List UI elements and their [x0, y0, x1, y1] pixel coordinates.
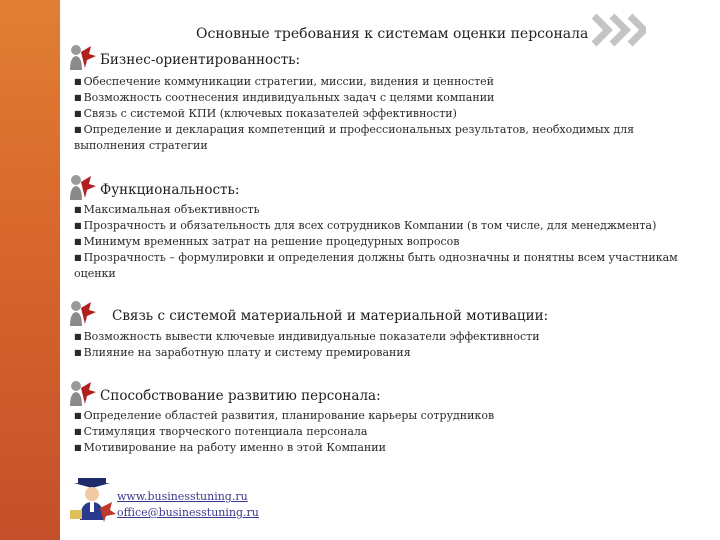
- list-item: ■ Максимальная объективность: [74, 203, 260, 216]
- left-accent-band: [0, 0, 60, 540]
- bullet-list-business: [74, 74, 704, 154]
- bullet-list-functionality: [74, 202, 704, 282]
- list-item: ■ Минимум временных затрат на решение процедурных вопросов: [74, 235, 460, 248]
- bullet-list-development: [74, 408, 704, 456]
- bullet-list-motivation: [74, 329, 704, 361]
- email-link[interactable]: office@businesstuning.ru: [117, 506, 259, 519]
- section-heading-label: Связь с системой материальной и материальной мотивации:: [112, 308, 549, 324]
- list-item: ■ Определение областей развития, планирование карьеры сотрудников: [74, 409, 495, 422]
- graduate-mascot-icon: [66, 474, 118, 526]
- person-with-ribbon-icon: [66, 42, 100, 72]
- list-item: ■ Прозрачность и обязательность для всех сотрудников Компании (в том числе, для менеджмента): [74, 219, 657, 232]
- list-item: ■ Мотивирование на работу именно в этой Компании: [74, 441, 386, 454]
- person-with-ribbon-icon: [66, 298, 100, 328]
- list-item: ■ Влияние на заработную плату и систему премирования: [74, 346, 411, 359]
- double-chevron-icon: [586, 10, 646, 50]
- list-item: ■ Возможность соотнесения индивидуальных задач с целями компании: [74, 91, 495, 104]
- list-item: ■ Связь с системой КПИ (ключевых показателей эффективности): [74, 107, 457, 120]
- section-heading-label: Способствование развитию персонала:: [100, 388, 381, 404]
- list-item: ■ Стимуляция творческого потенциала персонала: [74, 425, 368, 438]
- list-item: ■ Прозрачность – формулировки и определения должны быть однозначны и понятны всем участникам оценки: [74, 251, 678, 280]
- section-heading-label: Бизнес-ориентированность:: [100, 52, 301, 68]
- list-item: ■ Возможность вывести ключевые индивидуальные показатели эффективности: [74, 330, 540, 343]
- list-item: ■ Обеспечение коммуникации стратегии, миссии, видения и ценностей: [74, 75, 494, 88]
- list-item: ■ Определение и декларация компетенций и профессиональных результатов, необходимых для выполнения стратегии: [74, 123, 635, 152]
- person-with-ribbon-icon: [66, 172, 100, 202]
- person-with-ribbon-icon: [66, 378, 100, 408]
- website-link[interactable]: www.businesstuning.ru: [117, 490, 248, 503]
- slide-title: Основные требования к системам оценки персонала: [196, 26, 589, 42]
- section-heading-label: Функциональность:: [100, 182, 240, 198]
